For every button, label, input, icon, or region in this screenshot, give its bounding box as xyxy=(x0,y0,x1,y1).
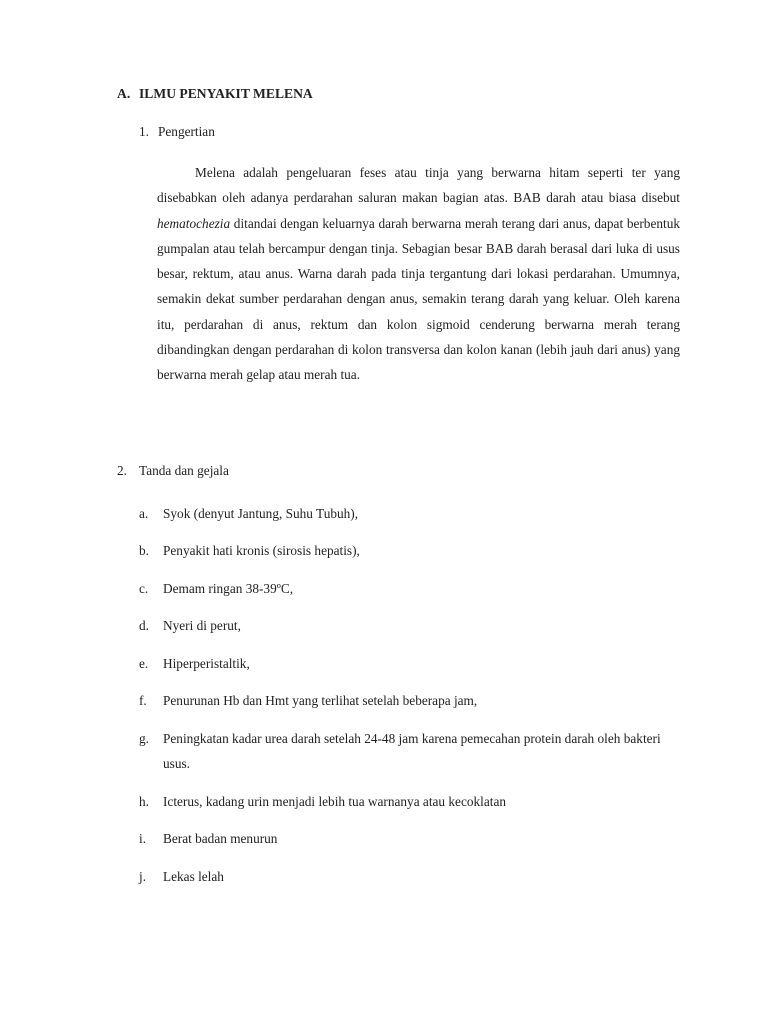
list-item xyxy=(139,789,684,814)
list-item xyxy=(139,501,684,526)
list-item-marker: a. xyxy=(139,506,149,521)
subsection-pengertian-heading xyxy=(139,124,215,140)
list-item xyxy=(139,688,684,713)
subsection-tanda-heading xyxy=(117,463,229,479)
list-item-marker: g. xyxy=(139,730,149,746)
list-item xyxy=(139,651,684,676)
paragraph-text-part1: Melena adalah pengeluaran feses atau tinja yang berwarna hitam seperti ter yang disebabkan oleh adanya perdarahan saluran makan bagian atas. BAB darah atau biasa disebut xyxy=(157,165,680,206)
list-item-text: Hiperperistaltik, xyxy=(163,655,250,671)
paragraph-italic-term: hematochezia xyxy=(157,215,231,231)
list-item-marker: h. xyxy=(139,793,149,809)
list-item xyxy=(139,826,684,851)
list-item-text: Syok (denyut Jantung, Suhu Tubuh), xyxy=(163,506,359,521)
list-item xyxy=(139,613,684,638)
definition-paragraph xyxy=(157,160,680,388)
symptom-list xyxy=(139,501,684,901)
list-item xyxy=(139,576,684,601)
list-item xyxy=(139,538,684,563)
list-item-marker: j. xyxy=(139,868,147,884)
list-item-text: Penurunan Hb dan Hmt yang terlihat setelah beberapa jam, xyxy=(163,693,478,709)
heading-marker: A. xyxy=(117,86,131,101)
subsection-title: Pengertian xyxy=(158,124,215,139)
list-item-marker: i. xyxy=(139,831,147,847)
list-item-marker: f. xyxy=(139,693,147,709)
list-item xyxy=(139,726,684,777)
list-item-marker: c. xyxy=(139,580,149,596)
section-heading xyxy=(117,86,313,102)
subsection-title: Tanda dan gejala xyxy=(139,463,229,478)
list-item xyxy=(139,864,684,889)
paragraph-text-part2: ditandai dengan keluarnya darah berwarna merah terang dari anus, dapat berbentuk gumpalan atau telah bercampur dengan tinja. Sebagian besar BAB darah berasal dari luka di usus besar, rektum, atau anus. Warna darah pada tinja tergantung dari lokasi perdarahan. Umumnya, semakin dekat sumber perdarahan dengan anus, semakin terang darah yang keluar. Oleh karena itu, perdarahan di anus, rektum dan kolon sigmoid cenderung berwarna merah terang dibandingkan dengan perdarahan di kolon transversa dan kolon kanan (lebih jauh dari anus) yang berwarna merah gelap atau merah tua. xyxy=(157,215,680,383)
list-item-marker: d. xyxy=(139,618,149,634)
list-item-text: Icterus, kadang urin menjadi lebih tua warnanya atau kecoklatan xyxy=(163,793,506,809)
list-item-text: Lekas lelah xyxy=(163,868,224,884)
list-item-marker: e. xyxy=(139,655,149,671)
list-item-text: Peningkatan kadar urea darah setelah 24-48 jam karena pemecahan protein darah oleh bakteri usus. xyxy=(163,730,661,772)
list-item-marker: b. xyxy=(139,543,149,559)
subsection-marker: 2. xyxy=(117,463,127,478)
list-item-text: Penyakit hati kronis (sirosis hepatis), xyxy=(163,543,360,559)
list-item-text: Berat badan menurun xyxy=(163,831,278,847)
heading-title: ILMU PENYAKIT MELENA xyxy=(139,86,313,101)
list-item-text: Demam ringan 38-39ºC, xyxy=(163,580,294,596)
subsection-marker: 1. xyxy=(139,124,149,139)
list-item-text: Nyeri di perut, xyxy=(163,618,241,634)
